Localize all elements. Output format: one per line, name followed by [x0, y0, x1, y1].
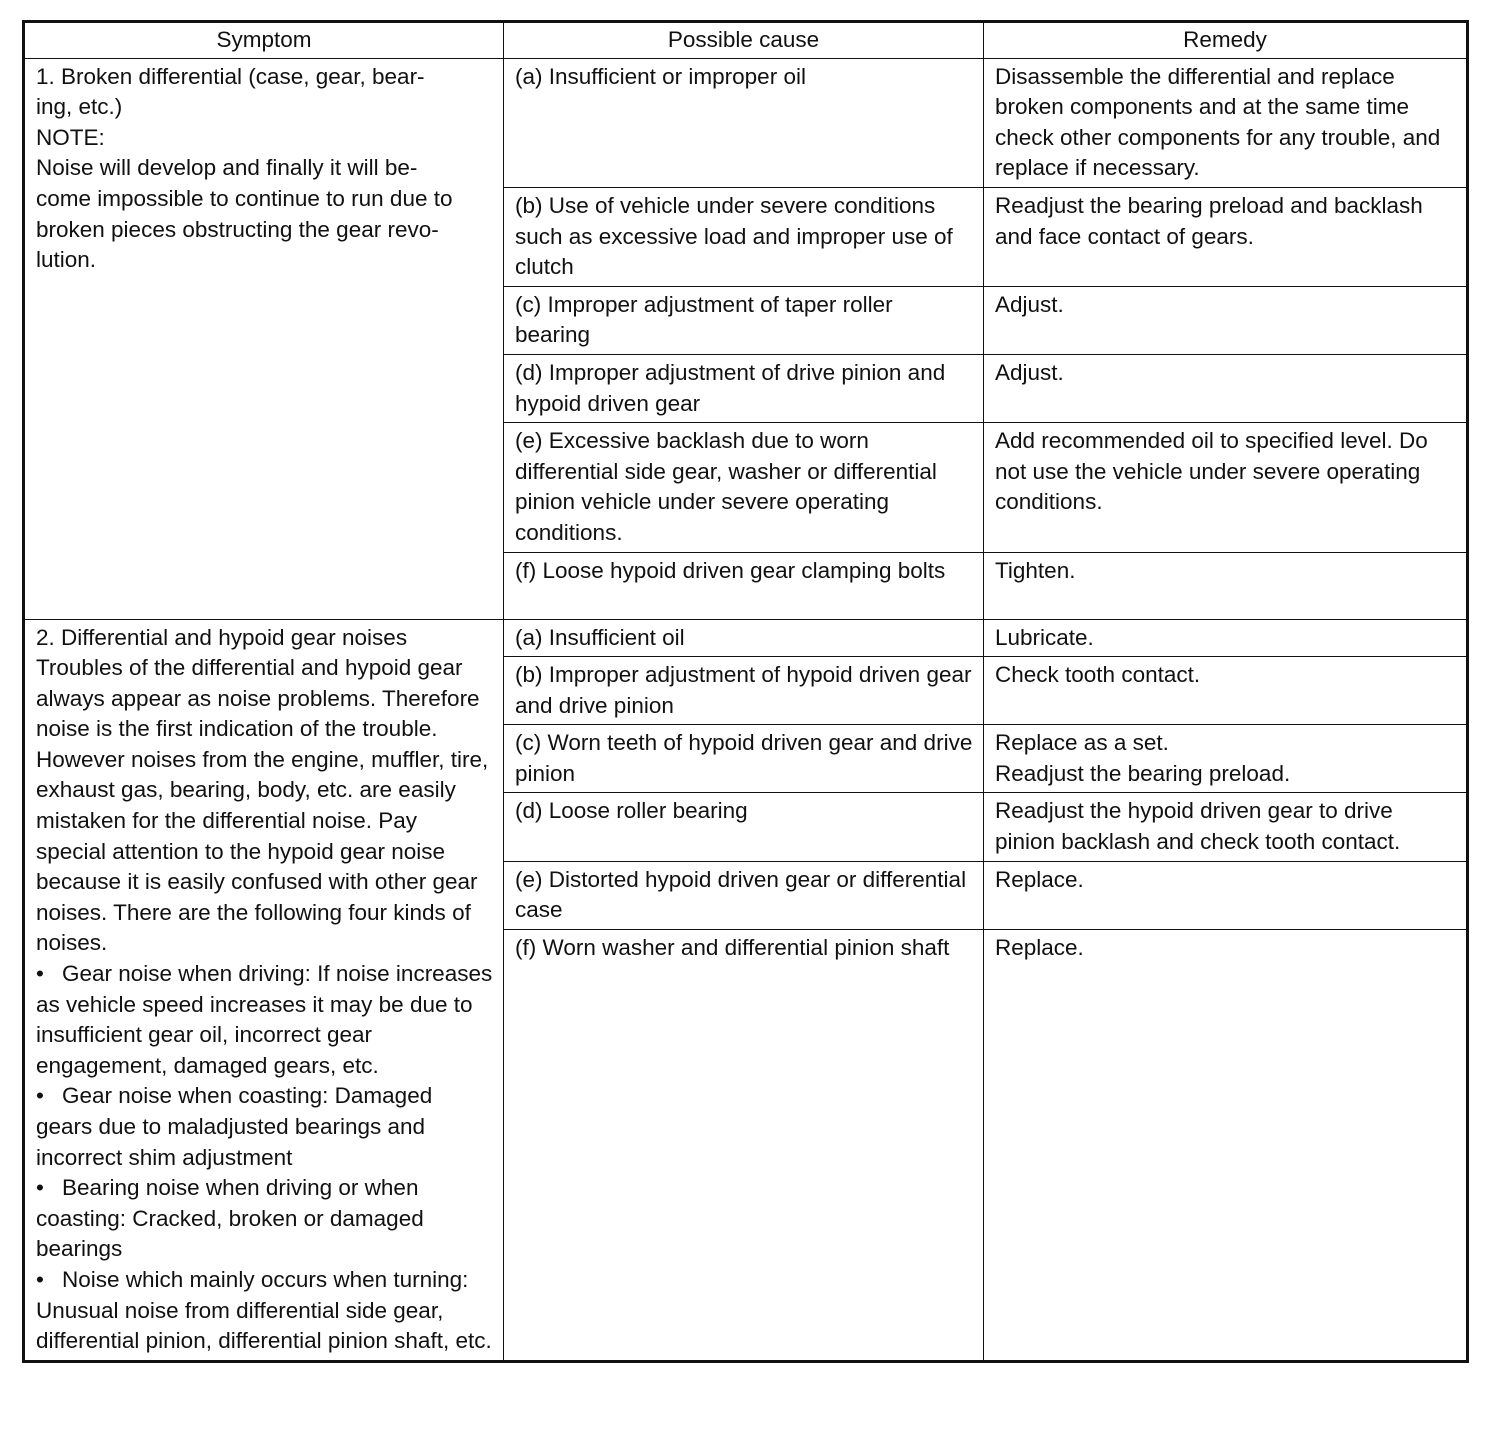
- cause-cell: (b) Improper adjustment of hypoid driven gear and drive pinion: [504, 657, 984, 725]
- symptom-line: come impossible to continue to run due to: [36, 185, 453, 211]
- remedy-cell: Lubricate.: [984, 619, 1468, 657]
- remedy-cell: Disassemble the differential and replace broken components and at the same time check other components for any trouble, and replace if necessary.: [984, 58, 1468, 187]
- symptom-line: lution.: [36, 247, 97, 273]
- symptom-title: 2. Differential and hypoid gear noises: [36, 624, 408, 650]
- symptom-bullet: • Bearing noise when driving or when coasting: Cracked, broken or damaged bearings: [36, 1175, 424, 1262]
- cause-cell: (a) Insufficient or improper oil: [504, 58, 984, 187]
- symptom-line: Noise will develop and finally it will be-: [36, 155, 418, 181]
- cause-cell: (c) Worn teeth of hypoid driven gear and drive pinion: [504, 725, 984, 793]
- symptom-bullet: • Gear noise when driving: If noise increases as vehicle speed increases it may be due to insufficient gear oil, incorrect gear engagement, damaged gears, etc.: [36, 961, 493, 1078]
- troubleshooting-table: [22, 20, 1469, 1363]
- bullet-icon: •: [36, 1083, 44, 1109]
- cause-cell: (a) Insufficient oil: [504, 619, 984, 657]
- header-possible-cause: Possible cause: [504, 22, 984, 59]
- remedy-cell: Tighten.: [984, 552, 1468, 619]
- cause-cell: (e) Distorted hypoid driven gear or differential case: [504, 861, 984, 929]
- bullet-icon: •: [36, 961, 44, 987]
- troubleshooting-table-wrapper: [22, 20, 1466, 1363]
- cause-cell: (f) Worn washer and differential pinion shaft: [504, 929, 984, 1361]
- header-row: [24, 22, 1468, 59]
- cause-cell: (c) Improper adjustment of taper roller bearing: [504, 286, 984, 354]
- remedy-cell: Readjust the bearing preload and backlash and face contact of gears.: [984, 187, 1468, 286]
- bullet-icon: •: [36, 1175, 44, 1201]
- symptom-bullet: • Noise which mainly occurs when turning: Unusual noise from differential side gear, differential pinion, differential pinion shaft, etc.: [36, 1266, 492, 1354]
- cause-cell: (f) Loose hypoid driven gear clamping bolts: [504, 552, 984, 619]
- symptom-note-label: NOTE:: [36, 124, 105, 150]
- cause-cell: (b) Use of vehicle under severe conditions such as excessive load and improper use of clutch: [504, 187, 984, 286]
- header-symptom: Symptom: [24, 22, 504, 59]
- table-row: [24, 58, 1468, 187]
- remedy-cell: [984, 725, 1468, 793]
- remedy-cell: Adjust.: [984, 286, 1468, 354]
- cause-cell: (d) Loose roller bearing: [504, 793, 984, 861]
- symptom-description: Troubles of the differential and hypoid gear always appear as noise problems. Therefore noise is the first indication of the trouble. However noises from the engine, muffler, tire, exhaust gas, bearing, body, etc. are easily mistaken for the differential noise. Pay special attention to the hypoid gear noise because it is easily confused with other gear noises. There are the following four kinds of noises.: [36, 655, 489, 956]
- symptom-cell-broken-differential: [24, 58, 504, 619]
- symptom-bullet: • Gear noise when coasting: Damaged gears due to maladjusted bearings and incorrect shim adjustment: [36, 1083, 433, 1170]
- remedy-cell: Replace.: [984, 929, 1468, 1361]
- symptom-cell-gear-noises: [24, 619, 504, 1361]
- cause-cell: (d) Improper adjustment of drive pinion and hypoid driven gear: [504, 354, 984, 422]
- symptom-line: broken pieces obstructing the gear revo-: [36, 216, 439, 242]
- remedy-line: Readjust the bearing preload.: [995, 760, 1291, 786]
- table-row: [24, 619, 1468, 657]
- bullet-icon: •: [36, 1266, 44, 1292]
- header-remedy: Remedy: [984, 22, 1468, 59]
- remedy-line: Replace as a set.: [995, 730, 1169, 756]
- remedy-cell: Adjust.: [984, 354, 1468, 422]
- cause-cell: (e) Excessive backlash due to worn differential side gear, washer or differential pinion vehicle under severe operating conditions.: [504, 423, 984, 552]
- remedy-cell: Replace.: [984, 861, 1468, 929]
- remedy-cell: Readjust the hypoid driven gear to drive pinion backlash and check tooth contact.: [984, 793, 1468, 861]
- remedy-cell: Check tooth contact.: [984, 657, 1468, 725]
- symptom-line: 1. Broken differential (case, gear, bear-: [36, 63, 425, 89]
- remedy-cell: Add recommended oil to specified level. Do not use the vehicle under severe operating conditions.: [984, 423, 1468, 552]
- symptom-line: ing, etc.): [36, 94, 123, 120]
